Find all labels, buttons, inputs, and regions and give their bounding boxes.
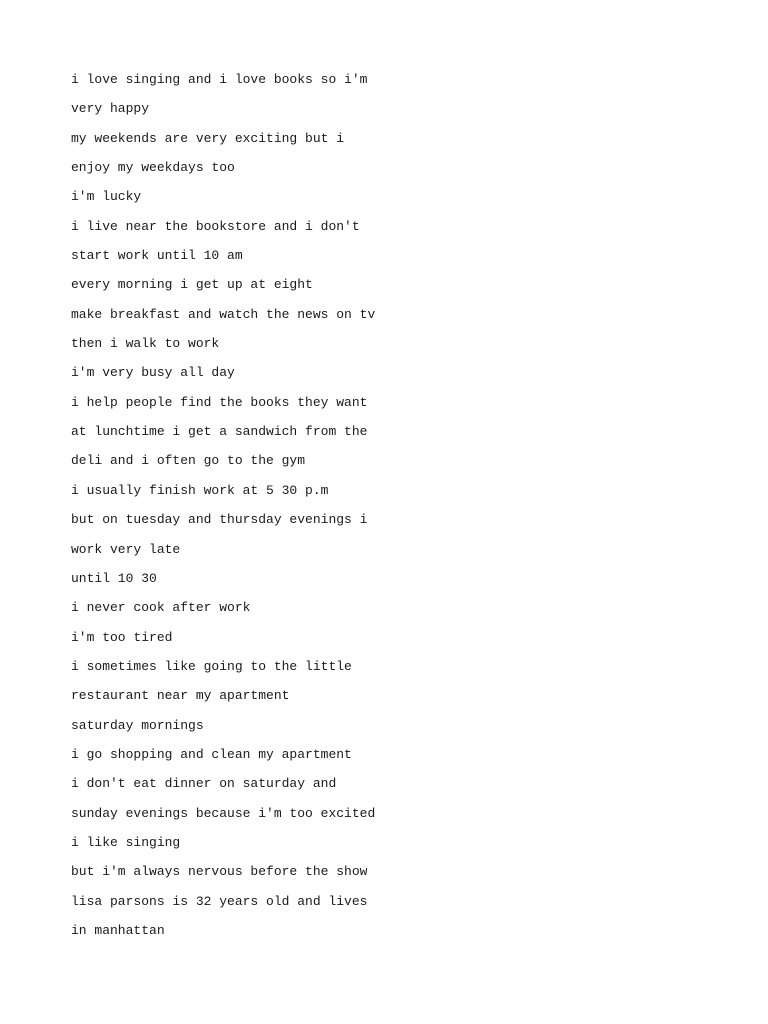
text-line: lisa parsons is 32 years old and lives — [71, 893, 368, 909]
text-line: i'm lucky — [71, 189, 142, 205]
text-line: start work until 10 am — [71, 248, 243, 264]
text-line: i help people find the books they want — [71, 394, 368, 410]
text-line: i sometimes like going to the little — [71, 658, 352, 674]
text-line: sunday evenings because i'm too excited — [71, 805, 376, 821]
text-line: i'm too tired — [71, 629, 173, 645]
text-line: work very late — [71, 541, 181, 557]
text-line: my weekends are very exciting but i — [71, 130, 345, 146]
text-line: i never cook after work — [71, 600, 251, 616]
text-line: then i walk to work — [71, 336, 220, 352]
text-line: i love singing and i love books so i'm — [71, 72, 368, 87]
text-line: very happy — [71, 101, 150, 117]
text-line: in manhattan — [71, 922, 165, 938]
text-line: but on tuesday and thursday evenings i — [71, 512, 368, 528]
text-line: every morning i get up at eight — [71, 277, 313, 293]
text-line: i like singing — [71, 834, 181, 850]
text-line: i live near the bookstore and i don't — [71, 218, 360, 234]
text-line: restaurant near my apartment — [71, 688, 290, 704]
text-line: saturday mornings — [71, 717, 204, 733]
transcript-lines — [71, 67, 768, 947]
text-line: until 10 30 — [71, 570, 157, 586]
text-line: enjoy my weekdays too — [71, 160, 235, 176]
text-line: i go shopping and clean my apartment — [71, 746, 352, 762]
text-line: i usually finish work at 5 30 p.m — [71, 482, 329, 498]
text-line: deli and i often go to the gym — [71, 453, 306, 469]
text-line: i'm very busy all day — [71, 365, 235, 381]
text-line: make breakfast and watch the news on tv — [71, 306, 376, 322]
text-line: but i'm always nervous before the show — [71, 864, 368, 880]
text-line: i don't eat dinner on saturday and — [71, 776, 337, 792]
text-line: at lunchtime i get a sandwich from the — [71, 424, 368, 440]
